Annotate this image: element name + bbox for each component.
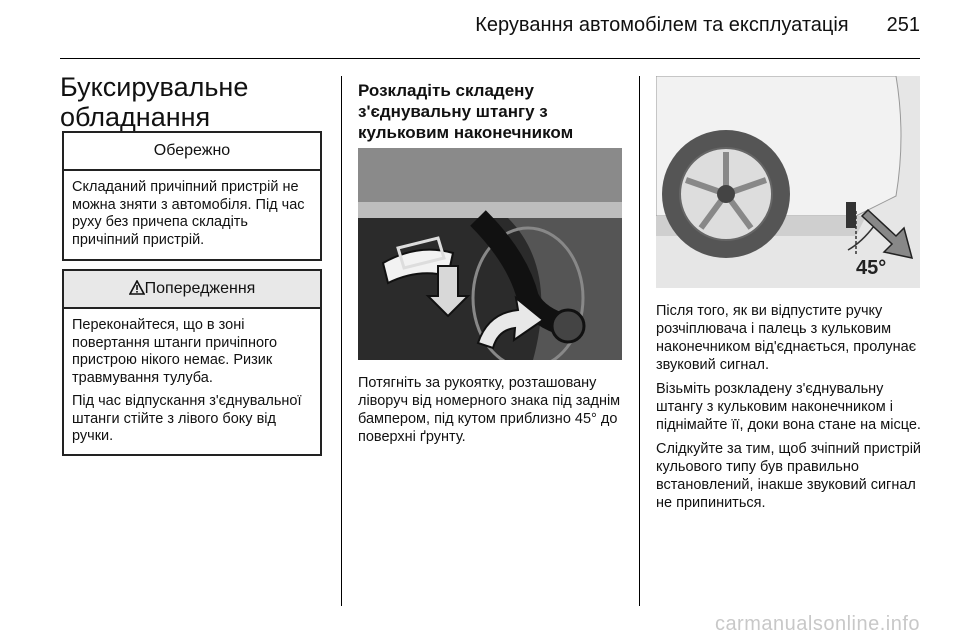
section-title: Буксирувальне обладнання — [60, 72, 249, 132]
column2-caption: Потягніть за рукоятку, розташовану ліворуч від номерного знака під заднім бампером, під кутом приблизно 45° до поверхні ґрунту. — [358, 375, 621, 445]
warning-paragraph: Переконайтеся, що в зоні повертання штанги причіпного пристрою нікого немає. Ризик травмування тулуба. — [72, 317, 278, 386]
warning-box — [62, 269, 322, 456]
page-number: 251 — [886, 14, 920, 36]
warning-triangle-icon — [129, 280, 145, 295]
header-rule — [60, 58, 920, 59]
caution-heading: Обережно — [64, 133, 320, 171]
watermark: carmanualsonline.info — [714, 613, 920, 635]
warning-header — [64, 271, 320, 309]
bumper-angle-illustration — [656, 76, 920, 288]
column3-paragraph: Слідкуйте за тим, щоб зчіпний пристрій кульового типу був правильно встановлений, інакше звуковий сигнал не припиниться. — [656, 441, 922, 511]
figure-handle-pull — [358, 148, 622, 360]
caution-text: Складаний причіпний пристрій не можна зняти з автомобіля. Під час руху без причепа складіть причіпний пристрій. — [72, 179, 305, 248]
header-title: Керування автомобілем та експлуатація — [475, 14, 849, 36]
warning-heading: Попередження — [144, 280, 256, 297]
column3-paragraph: Після того, як ви відпустите ручку розчіплювача і палець з кульковим наконечником від'єднається, пролунає звуковий сигнал. — [656, 303, 917, 373]
column-divider-2 — [639, 76, 640, 606]
running-header — [475, 14, 920, 37]
column2-title: Розкладіть складену з'єднувальну штангу з кульковим наконечником — [358, 81, 574, 142]
towbar-handle-illustration — [358, 148, 622, 360]
column3-paragraph: Візьміть розкладену з'єднувальну штангу з кульковим наконечником і піднімайте її, доки вона стане на місце. — [656, 381, 921, 433]
figure-45-degree — [656, 76, 920, 288]
caution-box — [62, 131, 322, 261]
angle-label: 45° — [856, 257, 887, 279]
column-divider-1 — [341, 76, 342, 606]
warning-paragraph: Під час відпускання з'єднувальної штанги стійте з лівого боку від ручки. — [72, 393, 302, 444]
